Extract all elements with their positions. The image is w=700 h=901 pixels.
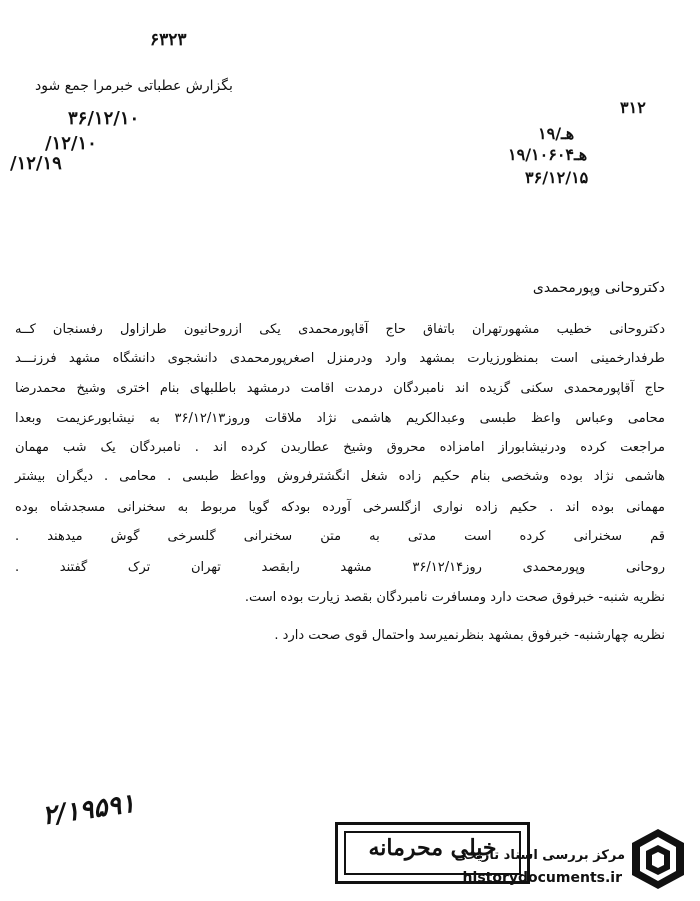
body-line: قم سخنرانی کرده است مدتی به متن سخنرانی گلسرخی گوش میدهند .	[15, 529, 665, 544]
reference-date: ۳۶/۱۲/۱۵	[525, 168, 589, 187]
report-heading: دکتروحانی وپورمحمدی	[532, 280, 665, 296]
watermark-title: مرکز بررسی اسناد تاریخی	[454, 848, 625, 863]
stamp-text: خیلی محرمانه	[368, 835, 497, 861]
body-line: حاج آقاپورمحمدی سکنی گزیده اند نامبردگان درمدت اقامت درمشهد باطلبهای بنام اختری وشیخ محمدرضا	[15, 381, 665, 396]
document-number: ۶۳۲۳	[150, 30, 187, 50]
body-line: مهمانی بوده اند . حکیم زاده نواری ازگلسرخی آورده بودکه گویا مربوط به سخنرانی مسجدشاه بوده	[15, 500, 665, 515]
watermark-url[interactable]: historydocuments.ir	[462, 870, 622, 886]
handwritten-date-1: ۳۶/۱۲/۱۰	[68, 108, 140, 129]
handwritten-date-2: /۱۲/۱۰	[45, 133, 97, 154]
reference-line-1: ۱هـ/۹	[538, 124, 575, 143]
body-line: طرفدارخمینی است بمنظورزیارت بمشهد وارد ودرمنزل اصغرپورمحمدی دانشجوی دانشگاه مشهد فرزنـــد	[15, 351, 665, 366]
body-line: محامی وعباس واعظ طبسی وعبدالکریم هاشمی نژاد ملاقات وروز۳۶/۱۲/۱۳ به نیشابورعزیمت وبعدا	[15, 411, 665, 426]
body-line: نظریه شنبه- خبرفوق صحت دارد ومسافرت نامبردگان بقصد زیارت بوده است.	[244, 590, 665, 605]
body-line: نظریه چهارشنبه- خبرفوق بمشهد بنظرنمیرسد واحتمال قوی صحت دارد .	[274, 628, 665, 643]
handwritten-file-number: ۲/۱۹۵۹۱	[40, 788, 137, 832]
body-line: هاشمی نژاد بوده وشخصی بنام حکیم زاده شغل انگشترفروش وواعظ طبسی . محامی . دیگران بیشتر	[15, 469, 665, 484]
reference-number: ۳۱۲	[620, 98, 646, 117]
archive-logo-icon	[628, 825, 688, 893]
body-line: روحانی وپورمحمدی روز۳۶/۱۲/۱۴ مشهد رابقصد تهران ترک گفتند .	[15, 560, 665, 575]
body-line: دکتروحانی خطیب مشهورتهران باتفاق حاج آقاپورمحمدی یکی ازروحانیون طرازاول رفسنجان کــه	[15, 322, 665, 337]
routing-note: بگزارش عطباتی خبرمرا جمع شود	[35, 78, 233, 94]
body-line: مراجعت کرده ودرنیشابوراز امامزاده محروق وشیخ عطاربدن کرده اند . نامبردگان یک شب مهمان	[15, 440, 665, 455]
reference-line-2: ۱هـ۹/۱۰۶۰۴	[508, 145, 588, 164]
handwritten-date-3: /۱۲/۱۹	[10, 153, 62, 174]
